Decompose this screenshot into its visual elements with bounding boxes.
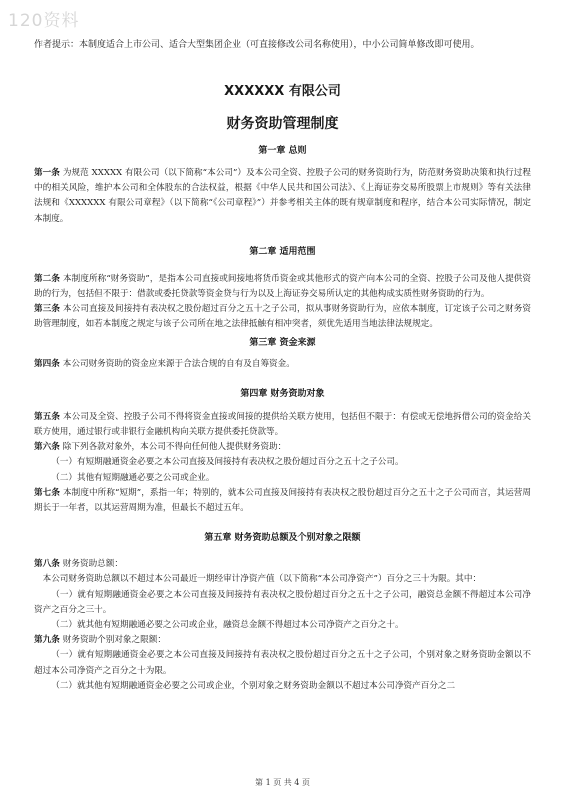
document-title: 财务资助管理制度	[226, 116, 339, 132]
article-1	[34, 166, 531, 227]
article-6	[34, 440, 531, 455]
document-page	[34, 38, 531, 694]
article-8-label: 第八条	[34, 559, 60, 570]
article-6-item-2: （二）其他有短期融通必要之公司或企业。	[51, 472, 215, 483]
article-5-text: 本公司及全资、控股子公司不得将资金直接或间接的提供给关联方使用，包括但不限于：有偿或无偿地拆借公司的资金给关联方使用，通过银行或非银行金融机构向关联方提供委托贷款等。	[34, 411, 531, 438]
chapter-1-heading: 第一章 总则	[258, 146, 307, 156]
article-3	[34, 302, 531, 332]
article-7-text: 本制度中所称“短期”，系指一年；特别的，就本公司直接及间接持有表决权之股份超过百分之五十之子公司而言，其运营周期长于一年者，以其运营周期为准，但最长不超过五年。	[34, 487, 531, 514]
chapter-3-heading: 第三章 资金来源	[249, 337, 316, 348]
article-4	[34, 357, 531, 372]
article-3-label: 第三条	[34, 304, 61, 315]
article-4-text: 本公司财务资助的资金应来源于合法合规的自有及自筹资金。	[62, 358, 295, 369]
company-name: XXXXXX 有限公司	[224, 84, 341, 99]
article-8-text: 财务资助总额：	[62, 559, 123, 570]
article-5-label: 第五条	[34, 411, 61, 422]
article-3-text: 本公司直接及间接持有表决权之股份超过百分之五十之子公司，拟从事财务资助行为，应依本制度，订定该子公司之财务资助管理制度，如若本制度之规定与该子公司所在地之法律抵触有相冲突者，须优先适用当地法律法规规定。	[34, 304, 531, 330]
article-7	[34, 486, 531, 516]
article-5	[34, 410, 531, 440]
article-9-label: 第九条	[34, 635, 60, 646]
chapter-4-heading: 第四章 财务资助对象	[240, 388, 325, 399]
article-9-item-1: （一）就有短期融通资金必要之本公司直接及间接持有表决权之股份超过百分之五十之子公司，个别对象之财务资助金额以不超过本公司净资产之百分之十为限。	[34, 650, 531, 676]
chapter-5-heading: 第五章 财务资助总额及个别对象之限额	[204, 533, 361, 544]
chapter-2-heading: 第二章 适用范围	[249, 246, 316, 257]
article-1-text: 为规范 XXXXX 有限公司（以下简称“本公司”）及本公司全资、控股子公司的财务资助行为，防范财务资助决策和执行过程中的相关风险，维护本公司和全体股东的合法权益，根据《中华人民共和国公司法》、《上海证券交易所股票上市规则》等有关法律法规和《XXXXXX 有限公司章程》（以下简称“《公司章程》”）并参考相关主体的既有规章制度和程序，结合本公司实际情况，制定本制度。	[34, 168, 531, 224]
article-1-label: 第一条	[34, 168, 60, 178]
article-4-label: 第四条	[34, 358, 60, 369]
watermark-logo: 120资料	[8, 11, 80, 31]
author-tip: 作者提示：本制度适合上市公司、适合大型集团企业（可直接修改公司名称使用），中小公司简单修改即可使用。	[34, 40, 480, 50]
article-8-item-1: （一）就有短期融通资金必要之本公司直接及间接持有表决权之股份超过百分之五十之子公司，融资总金额不得超过本公司净资产之百分之三十。	[34, 589, 531, 615]
page-footer: 第 1 页 共 4 页	[255, 778, 310, 787]
article-9-text: 财务资助个别对象之限额：	[62, 635, 166, 646]
article-8-item-2: （二）就其他有短期融通必要之公司或企业，融资总金额不得超过本公司净资产之百分之十。	[51, 620, 404, 631]
article-6-text: 除下列各款对象外，本公司不得向任何他人提供财务资助：	[62, 442, 287, 453]
article-8	[34, 557, 531, 572]
article-2	[34, 272, 531, 302]
article-2-text: 本制度所称“财务资助”，是指本公司直接或间接地将货币资金或其他形式的资产向本公司的全资、控股子公司及他人提供资助的行为，包括但不限于：借款或委托贷款等资金贷与行为以及上海证券交易所认定的其他构成实质性财务资助的行为。	[34, 273, 531, 300]
article-7-label: 第七条	[34, 487, 60, 498]
article-2-label: 第二条	[34, 273, 60, 284]
article-6-item-1: （一）有短期融通资金必要之本公司直接及间接持有表决权之股份超过百分之五十之子公司。	[51, 457, 404, 468]
article-8-paragraph: 本公司财务资助总额以不超过本公司最近一期经审计净资产值（以下简称“本公司净资产”）百分之三十为限。其中：	[42, 574, 482, 585]
article-9-item-2: （二）就其他有短期融通资金必要之公司或企业，个别对象之财务资助金额以不超过本公司净资产百分之二	[51, 680, 456, 691]
article-9	[34, 633, 531, 648]
article-6-label: 第六条	[34, 442, 60, 453]
